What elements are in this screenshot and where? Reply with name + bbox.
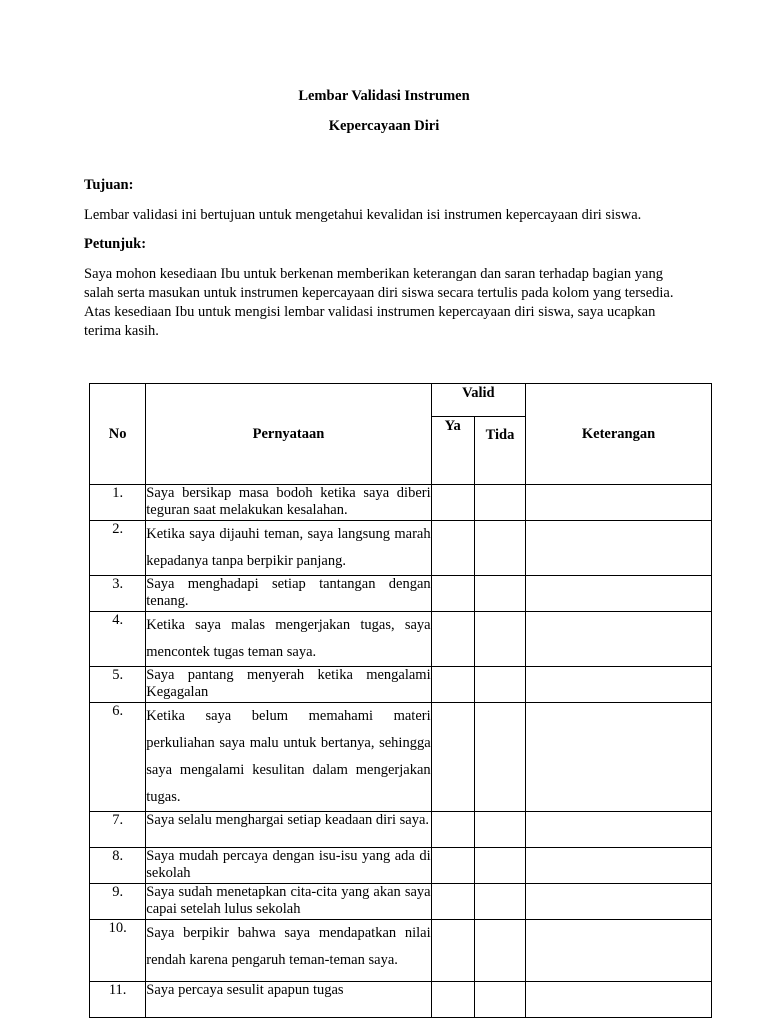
keterangan-cell[interactable] bbox=[526, 884, 712, 920]
header-no: No bbox=[90, 384, 146, 485]
petunjuk-text: Saya mohon kesediaan Ibu untuk berkenan memberikan keterangan dan saran terhadap bagian yang salah serta masukan untuk instrumen kepercayaan diri siswa secara tertulis pada kolom yang tersedia. Atas kesediaan Ibu untuk mengisi lembar validasi instrumen kepercayaan diri siswa, saya ucapkan terima kasih. bbox=[84, 266, 674, 339]
row-statement: Saya selalu menghargai setiap keadaan diri saya. bbox=[146, 812, 431, 848]
table-row bbox=[90, 884, 712, 920]
row-number: 10. bbox=[90, 920, 146, 982]
ya-cell[interactable] bbox=[431, 612, 474, 667]
row-number: 4. bbox=[90, 612, 146, 667]
row-statement: Saya mudah percaya dengan isu-isu yang ada di sekolah bbox=[146, 848, 431, 884]
header-keterangan: Keterangan bbox=[526, 384, 712, 485]
ya-cell[interactable] bbox=[431, 884, 474, 920]
tidak-cell[interactable] bbox=[474, 884, 525, 920]
row-statement: Saya menghadapi setiap tantangan dengan tenang. bbox=[146, 576, 431, 612]
table-row bbox=[90, 667, 712, 703]
row-statement: Saya pantang menyerah ketika mengalami Kegagalan bbox=[146, 667, 431, 703]
row-statement: Ketika saya malas mengerjakan tugas, saya mencontek tugas teman saya. bbox=[146, 612, 431, 667]
table-row bbox=[90, 703, 712, 812]
table-row bbox=[90, 612, 712, 667]
document-title: Lembar Validasi Instrumen bbox=[298, 88, 470, 104]
row-statement: Saya percaya sesulit apapun tugas bbox=[146, 982, 431, 1018]
row-number: 8. bbox=[90, 848, 146, 884]
table-row bbox=[90, 485, 712, 521]
keterangan-cell[interactable] bbox=[526, 848, 712, 884]
table-row bbox=[90, 812, 712, 848]
row-number: 5. bbox=[90, 667, 146, 703]
row-number: 9. bbox=[90, 884, 146, 920]
header-tidak: Tida bbox=[474, 417, 525, 485]
row-statement: Saya sudah menetapkan cita-cita yang akan saya capai setelah lulus sekolah bbox=[146, 884, 431, 920]
tujuan-heading: Tujuan: bbox=[84, 177, 134, 193]
ya-cell[interactable] bbox=[431, 485, 474, 521]
tidak-cell[interactable] bbox=[474, 848, 525, 884]
keterangan-cell[interactable] bbox=[526, 982, 712, 1018]
tidak-cell[interactable] bbox=[474, 920, 525, 982]
ya-cell[interactable] bbox=[431, 812, 474, 848]
header-ya: Ya bbox=[431, 417, 474, 485]
keterangan-cell[interactable] bbox=[526, 667, 712, 703]
keterangan-cell[interactable] bbox=[526, 521, 712, 576]
table-row bbox=[90, 521, 712, 576]
ya-cell[interactable] bbox=[431, 848, 474, 884]
table-row bbox=[90, 982, 712, 1018]
ya-cell[interactable] bbox=[431, 521, 474, 576]
document-subtitle: Kepercayaan Diri bbox=[328, 118, 440, 134]
tidak-cell[interactable] bbox=[474, 667, 525, 703]
tidak-cell[interactable] bbox=[474, 812, 525, 848]
row-statement: Ketika saya belum memahami materi perkuliahan saya malu untuk bertanya, sehingga saya mengalami kesulitan dalam mengerjakan tugas. bbox=[146, 703, 431, 812]
row-number: 1. bbox=[90, 485, 146, 521]
keterangan-cell[interactable] bbox=[526, 576, 712, 612]
tidak-cell[interactable] bbox=[474, 521, 525, 576]
ya-cell[interactable] bbox=[431, 667, 474, 703]
table-row bbox=[90, 920, 712, 982]
row-number: 7. bbox=[90, 812, 146, 848]
row-number: 6. bbox=[90, 703, 146, 812]
ya-cell[interactable] bbox=[431, 703, 474, 812]
petunjuk-heading: Petunjuk: bbox=[84, 236, 147, 252]
row-statement: Saya berpikir bahwa saya mendapatkan nilai rendah karena pengaruh teman-teman saya. bbox=[146, 920, 431, 982]
row-number: 3. bbox=[90, 576, 146, 612]
table-row bbox=[90, 848, 712, 884]
table-row bbox=[90, 576, 712, 612]
ya-cell[interactable] bbox=[431, 920, 474, 982]
tidak-cell[interactable] bbox=[474, 982, 525, 1018]
row-statement: Ketika saya dijauhi teman, saya langsung marah kepadanya tanpa berpikir panjang. bbox=[146, 521, 431, 576]
tidak-cell[interactable] bbox=[474, 703, 525, 812]
keterangan-cell[interactable] bbox=[526, 612, 712, 667]
row-number: 2. bbox=[90, 521, 146, 576]
ya-cell[interactable] bbox=[431, 982, 474, 1018]
tidak-cell[interactable] bbox=[474, 485, 525, 521]
tidak-cell[interactable] bbox=[474, 612, 525, 667]
tujuan-text: Lembar validasi ini bertujuan untuk mengetahui kevalidan isi instrumen kepercayaan diri siswa. bbox=[84, 207, 642, 223]
row-statement: Saya bersikap masa bodoh ketika saya diberi teguran saat melakukan kesalahan. bbox=[146, 485, 431, 521]
row-number: 11. bbox=[90, 982, 146, 1018]
keterangan-cell[interactable] bbox=[526, 812, 712, 848]
tidak-cell[interactable] bbox=[474, 576, 525, 612]
header-pernyataan: Pernyataan bbox=[146, 384, 431, 485]
validation-table bbox=[89, 383, 712, 1018]
keterangan-cell[interactable] bbox=[526, 920, 712, 982]
ya-cell[interactable] bbox=[431, 576, 474, 612]
header-valid: Valid bbox=[431, 384, 525, 417]
keterangan-cell[interactable] bbox=[526, 703, 712, 812]
keterangan-cell[interactable] bbox=[526, 485, 712, 521]
